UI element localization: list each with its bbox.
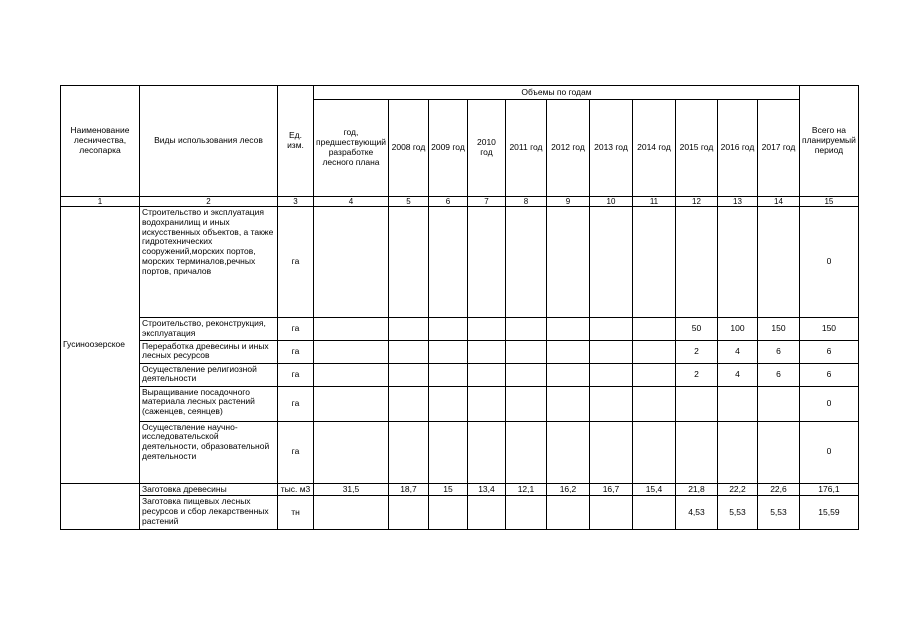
- usage-type-cell: Заготовка древесины: [140, 483, 278, 496]
- unit-cell: га: [278, 318, 314, 341]
- year-value-cell: 12,1: [505, 483, 546, 496]
- prev-year-cell: 31,5: [314, 483, 389, 496]
- column-number: 11: [632, 197, 675, 207]
- year-value-cell: [589, 207, 632, 318]
- prev-year-cell: [314, 386, 389, 421]
- header-year: 2015 год: [675, 100, 717, 197]
- year-value-cell: [505, 340, 546, 363]
- year-value-cell: [546, 340, 589, 363]
- year-value-cell: 4: [717, 340, 757, 363]
- total-cell: 6: [799, 340, 858, 363]
- unit-cell: тыс. м3: [278, 483, 314, 496]
- column-number: 15: [799, 197, 858, 207]
- header-year: 2017 год: [757, 100, 799, 197]
- year-value-cell: [505, 386, 546, 421]
- total-cell: 6: [799, 363, 858, 386]
- year-value-cell: [589, 340, 632, 363]
- usage-type-cell: Строительство и эксплуатация водохранилищ и иных искусственных объектов, а также гидротехнических сооружений,морских портов, морских терминалов,речных портов, причалов: [140, 207, 278, 318]
- forestry-name: Гусиноозерское: [61, 207, 140, 484]
- year-value-cell: [717, 386, 757, 421]
- header-year: 2012 год: [546, 100, 589, 197]
- year-value-cell: [467, 340, 505, 363]
- year-value-cell: [675, 386, 717, 421]
- prev-year-cell: [314, 496, 389, 530]
- header-year: 2009 год: [428, 100, 467, 197]
- year-value-cell: 16,2: [546, 483, 589, 496]
- year-value-cell: [388, 363, 428, 386]
- year-value-cell: [546, 386, 589, 421]
- year-value-cell: [632, 363, 675, 386]
- year-value-cell: [428, 421, 467, 483]
- forestry-name: [61, 483, 140, 530]
- table-row: [61, 318, 859, 341]
- year-value-cell: [388, 340, 428, 363]
- year-value-cell: [632, 318, 675, 341]
- year-value-cell: [428, 340, 467, 363]
- year-value-cell: 22,2: [717, 483, 757, 496]
- header-year: 2008 год: [388, 100, 428, 197]
- prev-year-cell: [314, 207, 389, 318]
- year-value-cell: 13,4: [467, 483, 505, 496]
- column-number: 4: [314, 197, 389, 207]
- prev-year-cell: [314, 318, 389, 341]
- year-value-cell: [589, 318, 632, 341]
- table-row: [61, 207, 859, 318]
- year-value-cell: [388, 421, 428, 483]
- unit-cell: га: [278, 207, 314, 318]
- year-value-cell: 22,6: [757, 483, 799, 496]
- year-value-cell: [388, 496, 428, 530]
- year-value-cell: 2: [675, 363, 717, 386]
- column-number: 14: [757, 197, 799, 207]
- year-value-cell: [505, 207, 546, 318]
- total-cell: 0: [799, 421, 858, 483]
- column-number: 13: [717, 197, 757, 207]
- unit-cell: га: [278, 386, 314, 421]
- year-value-cell: [632, 386, 675, 421]
- year-value-cell: [505, 318, 546, 341]
- year-value-cell: [467, 363, 505, 386]
- forest-usage-table: [60, 85, 859, 530]
- total-cell: 0: [799, 207, 858, 318]
- column-number: 6: [428, 197, 467, 207]
- year-value-cell: [505, 496, 546, 530]
- table-row: [61, 386, 859, 421]
- column-number: 7: [467, 197, 505, 207]
- usage-type-cell: Переработка древесины и иных лесных ресурсов: [140, 340, 278, 363]
- year-value-cell: [589, 421, 632, 483]
- year-value-cell: [467, 496, 505, 530]
- table-row: [61, 340, 859, 363]
- header-usage-type: Виды использования лесов: [140, 86, 278, 197]
- year-value-cell: 6: [757, 340, 799, 363]
- usage-type-cell: Заготовка пищевых лесных ресурсов и сбор лекарственных растений: [140, 496, 278, 530]
- column-number: 3: [278, 197, 314, 207]
- total-cell: 15,59: [799, 496, 858, 530]
- year-value-cell: [675, 207, 717, 318]
- table-row: [61, 496, 859, 530]
- year-value-cell: 15,4: [632, 483, 675, 496]
- table-row: [61, 483, 859, 496]
- year-value-cell: [717, 207, 757, 318]
- year-value-cell: [757, 207, 799, 318]
- usage-type-cell: Выращивание посадочного материала лесных растений (саженцев, сеянцев): [140, 386, 278, 421]
- column-number: 9: [546, 197, 589, 207]
- header-year: 2016 год: [717, 100, 757, 197]
- year-value-cell: [589, 386, 632, 421]
- usage-type-cell: Осуществление научно-исследовательской деятельности, образовательной деятельности: [140, 421, 278, 483]
- year-value-cell: [546, 207, 589, 318]
- year-value-cell: 5,53: [757, 496, 799, 530]
- year-value-cell: 4,53: [675, 496, 717, 530]
- column-number: 2: [140, 197, 278, 207]
- year-value-cell: [388, 318, 428, 341]
- year-value-cell: 4: [717, 363, 757, 386]
- year-value-cell: [675, 421, 717, 483]
- column-number: 1: [61, 197, 140, 207]
- year-value-cell: [546, 363, 589, 386]
- unit-cell: га: [278, 421, 314, 483]
- year-value-cell: 18,7: [388, 483, 428, 496]
- total-cell: 176,1: [799, 483, 858, 496]
- year-value-cell: [757, 386, 799, 421]
- header-year: 2011 год: [505, 100, 546, 197]
- year-value-cell: [388, 207, 428, 318]
- year-value-cell: [467, 207, 505, 318]
- year-value-cell: [589, 496, 632, 530]
- unit-cell: га: [278, 363, 314, 386]
- year-value-cell: [546, 496, 589, 530]
- unit-cell: тн: [278, 496, 314, 530]
- year-value-cell: [428, 496, 467, 530]
- header-year: 2014 год: [632, 100, 675, 197]
- year-value-cell: [589, 363, 632, 386]
- year-value-cell: [467, 386, 505, 421]
- year-value-cell: [632, 496, 675, 530]
- year-value-cell: [717, 421, 757, 483]
- header-year: 2010 год: [467, 100, 505, 197]
- year-value-cell: [546, 421, 589, 483]
- year-value-cell: [632, 421, 675, 483]
- year-value-cell: 150: [757, 318, 799, 341]
- year-value-cell: [467, 421, 505, 483]
- header-unit: Ед. изм.: [278, 86, 314, 197]
- year-value-cell: [632, 207, 675, 318]
- year-value-cell: 100: [717, 318, 757, 341]
- table-row: [61, 421, 859, 483]
- unit-cell: га: [278, 340, 314, 363]
- column-number: 5: [388, 197, 428, 207]
- year-value-cell: [757, 421, 799, 483]
- column-number: 12: [675, 197, 717, 207]
- year-value-cell: [546, 318, 589, 341]
- year-value-cell: 50: [675, 318, 717, 341]
- year-value-cell: [428, 318, 467, 341]
- year-value-cell: [428, 207, 467, 318]
- year-value-cell: 21,8: [675, 483, 717, 496]
- prev-year-cell: [314, 340, 389, 363]
- usage-type-cell: Осуществление религиозной деятельности: [140, 363, 278, 386]
- year-value-cell: [388, 386, 428, 421]
- year-value-cell: [428, 363, 467, 386]
- year-value-cell: 2: [675, 340, 717, 363]
- prev-year-cell: [314, 421, 389, 483]
- usage-type-cell: Строительство, реконструкция, эксплуатация: [140, 318, 278, 341]
- prev-year-cell: [314, 363, 389, 386]
- year-value-cell: 5,53: [717, 496, 757, 530]
- year-value-cell: 16,7: [589, 483, 632, 496]
- header-year: 2013 год: [589, 100, 632, 197]
- year-value-cell: [467, 318, 505, 341]
- year-value-cell: 6: [757, 363, 799, 386]
- header-prev-year: год, предшествующий разработке лесного плана: [314, 100, 389, 197]
- total-cell: 150: [799, 318, 858, 341]
- header-total: Всего на планируемый период: [799, 86, 858, 197]
- year-value-cell: [632, 340, 675, 363]
- total-cell: 0: [799, 386, 858, 421]
- year-value-cell: [428, 386, 467, 421]
- year-value-cell: 15: [428, 483, 467, 496]
- year-value-cell: [505, 421, 546, 483]
- column-number: 8: [505, 197, 546, 207]
- header-forestry: Наименование лесничества, лесопарка: [61, 86, 140, 197]
- table-row: [61, 363, 859, 386]
- column-number: 10: [589, 197, 632, 207]
- year-value-cell: [505, 363, 546, 386]
- header-volumes-by-year: Объемы по годам: [314, 86, 800, 100]
